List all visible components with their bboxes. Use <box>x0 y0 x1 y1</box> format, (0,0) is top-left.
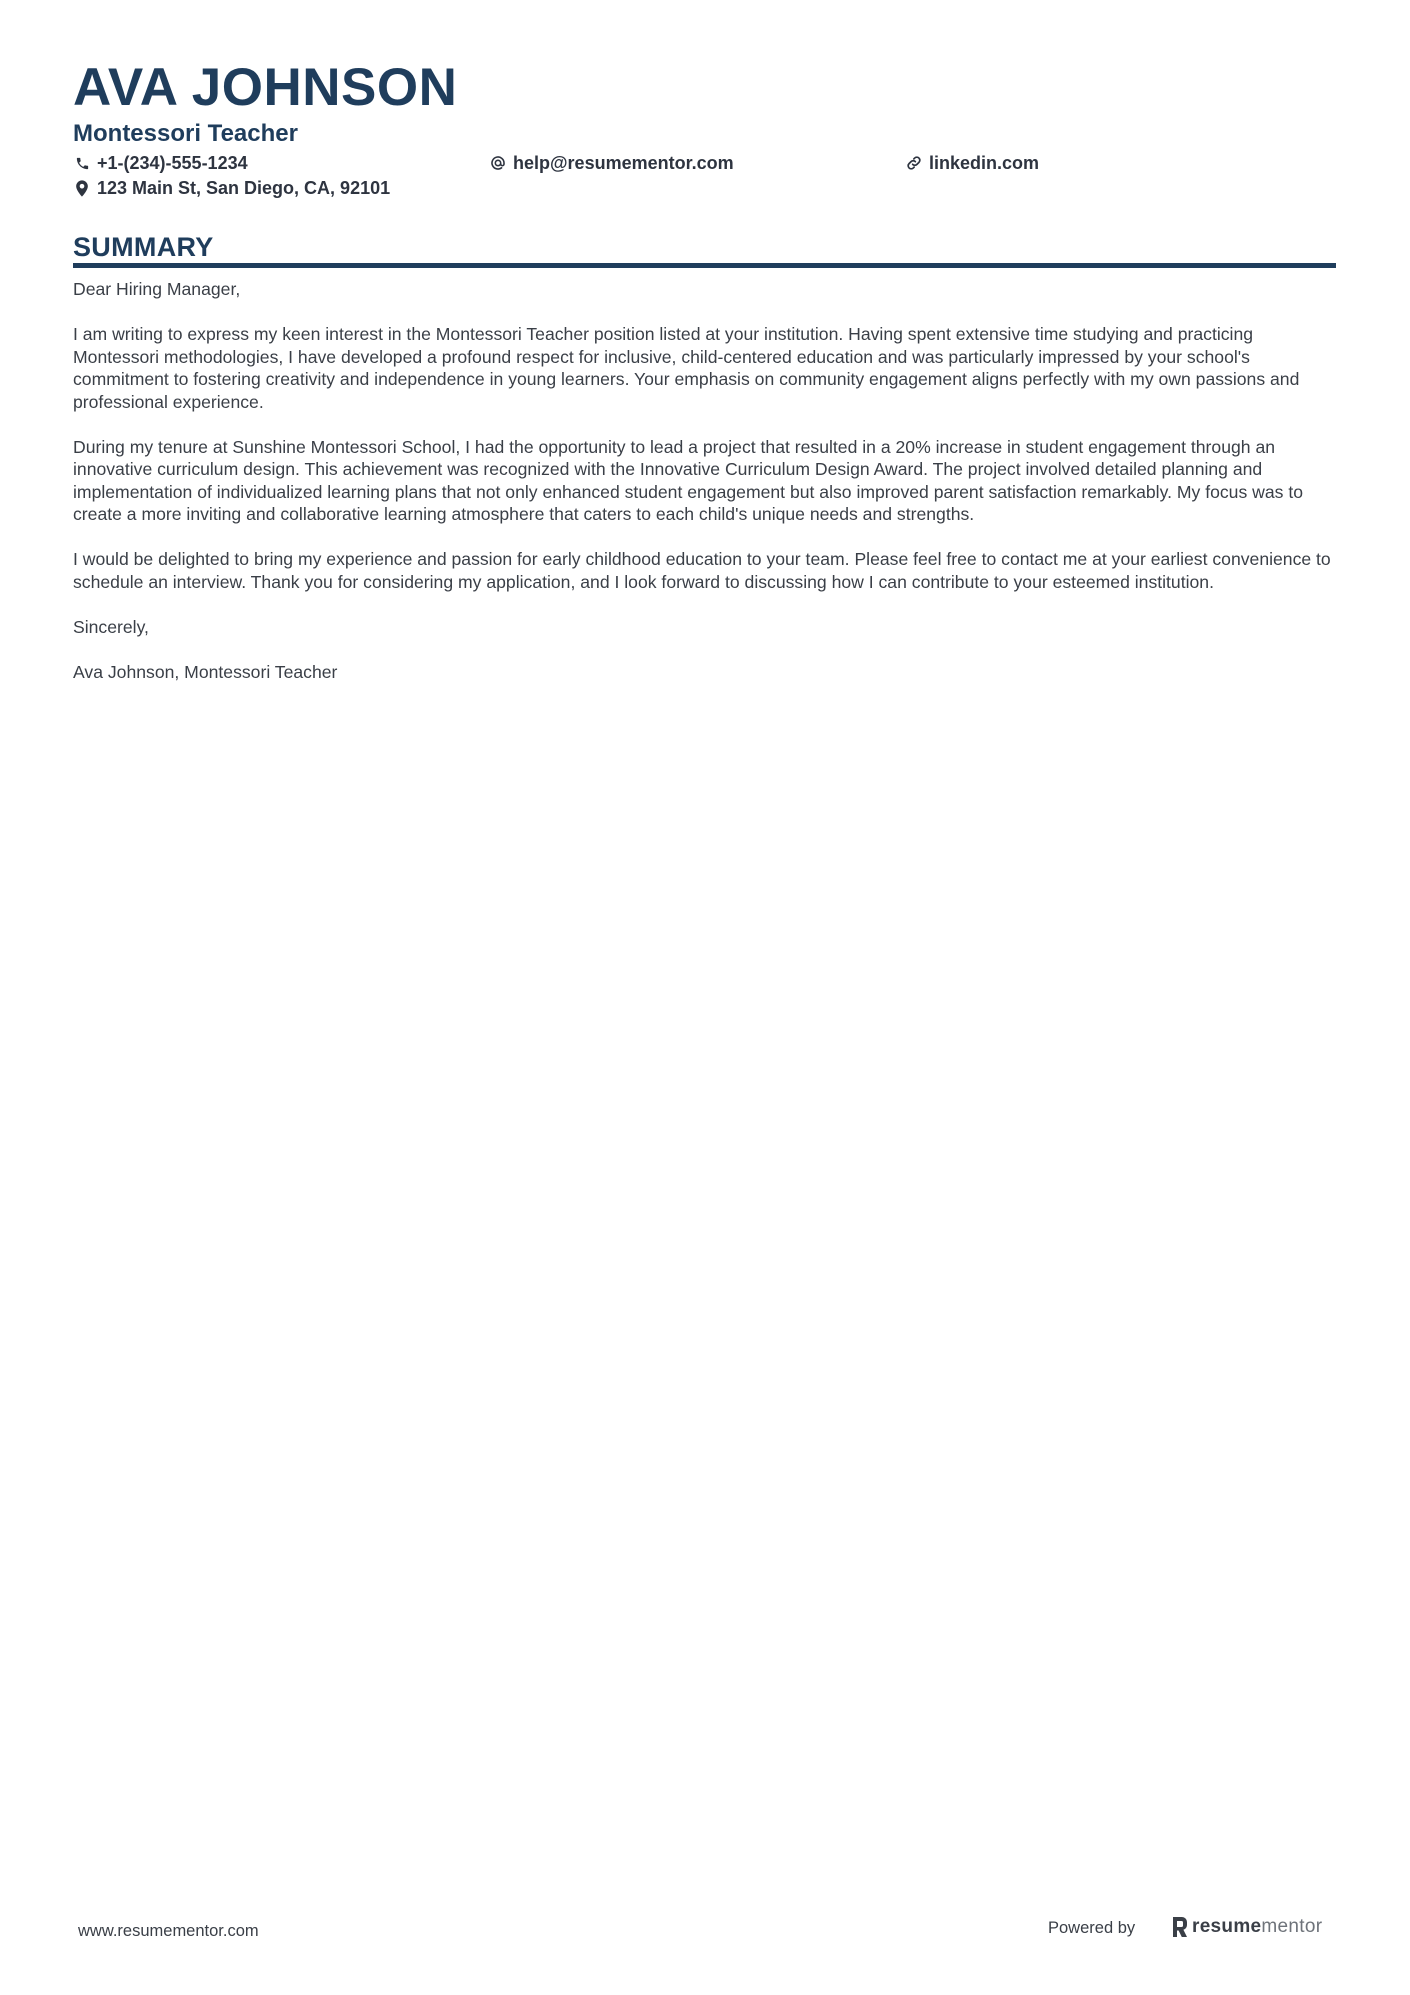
brand-wordmark <box>1192 1915 1322 1939</box>
letter-paragraph: I am writing to express my keen interest in the Montessori Teacher position listed at your institution. Having spent extensive time studying and practicing Montessori methodologies, I have developed a profound respect for inclusive, child-centered education and was particularly impressed by your school's commitment to fostering creativity and independence in young learners. Your emphasis on community engagement aligns perfectly with my own passions and professional experience. <box>73 324 1300 412</box>
brand-wordmark-light: mentor <box>1261 1916 1323 1937</box>
contact-phone[interactable] <box>74 151 248 175</box>
footer-powered-by: Powered by <box>1048 1919 1136 1937</box>
at-icon <box>490 154 506 172</box>
closing: Sincerely, <box>73 616 149 637</box>
salutation: Dear Hiring Manager, <box>73 279 241 299</box>
letter-paragraph: I would be delighted to bring my experience and passion for early childhood education to your team. Please feel free to contact me at your earliest convenience to schedule an interview. Thank you for considering my application, and I look forward to discussing how I can contribute to your esteemed institution. <box>73 549 1331 592</box>
contact-phone-text: +1-(234)-555-1234 <box>97 153 248 173</box>
section-divider <box>73 263 1336 268</box>
brand-wordmark-strong: resume <box>1192 1916 1262 1937</box>
phone-icon <box>74 154 90 172</box>
footer-brand-logo[interactable] <box>1171 1913 1322 1941</box>
location-pin-icon <box>74 179 90 197</box>
contact-email-text: help@resumementor.com <box>513 153 734 173</box>
contact-linkedin[interactable] <box>906 151 1039 175</box>
signature: Ava Johnson, Montessori Teacher <box>73 661 338 682</box>
contact-email[interactable] <box>490 151 734 175</box>
candidate-name: AVA JOHNSON <box>73 58 458 117</box>
job-title: Montessori Teacher <box>73 120 298 147</box>
contact-address <box>74 176 390 200</box>
contact-address-text: 123 Main St, San Diego, CA, 92101 <box>97 178 391 198</box>
link-icon <box>906 154 922 172</box>
letter-body <box>73 278 1338 706</box>
footer-website-link[interactable]: www.resumementor.com <box>78 1922 259 1940</box>
letter-paragraph: During my tenure at Sunshine Montessori School, I had the opportunity to lead a project that resulted in a 20% increase in student engagement through an innovative curriculum design. This achievement was recognized with the Innovative Curriculum Design Award. The project involved detailed planning and implementation of individualized learning plans that not only enhanced student engagement but also improved parent satisfaction remarkably. My focus was to create a more inviting and collaborative learning atmosphere that caters to each child's unique needs and strengths. <box>73 436 1303 524</box>
resumementor-logo-icon <box>1171 1917 1188 1937</box>
contact-linkedin-text: linkedin.com <box>929 153 1040 173</box>
section-title-summary: SUMMARY <box>73 232 214 262</box>
